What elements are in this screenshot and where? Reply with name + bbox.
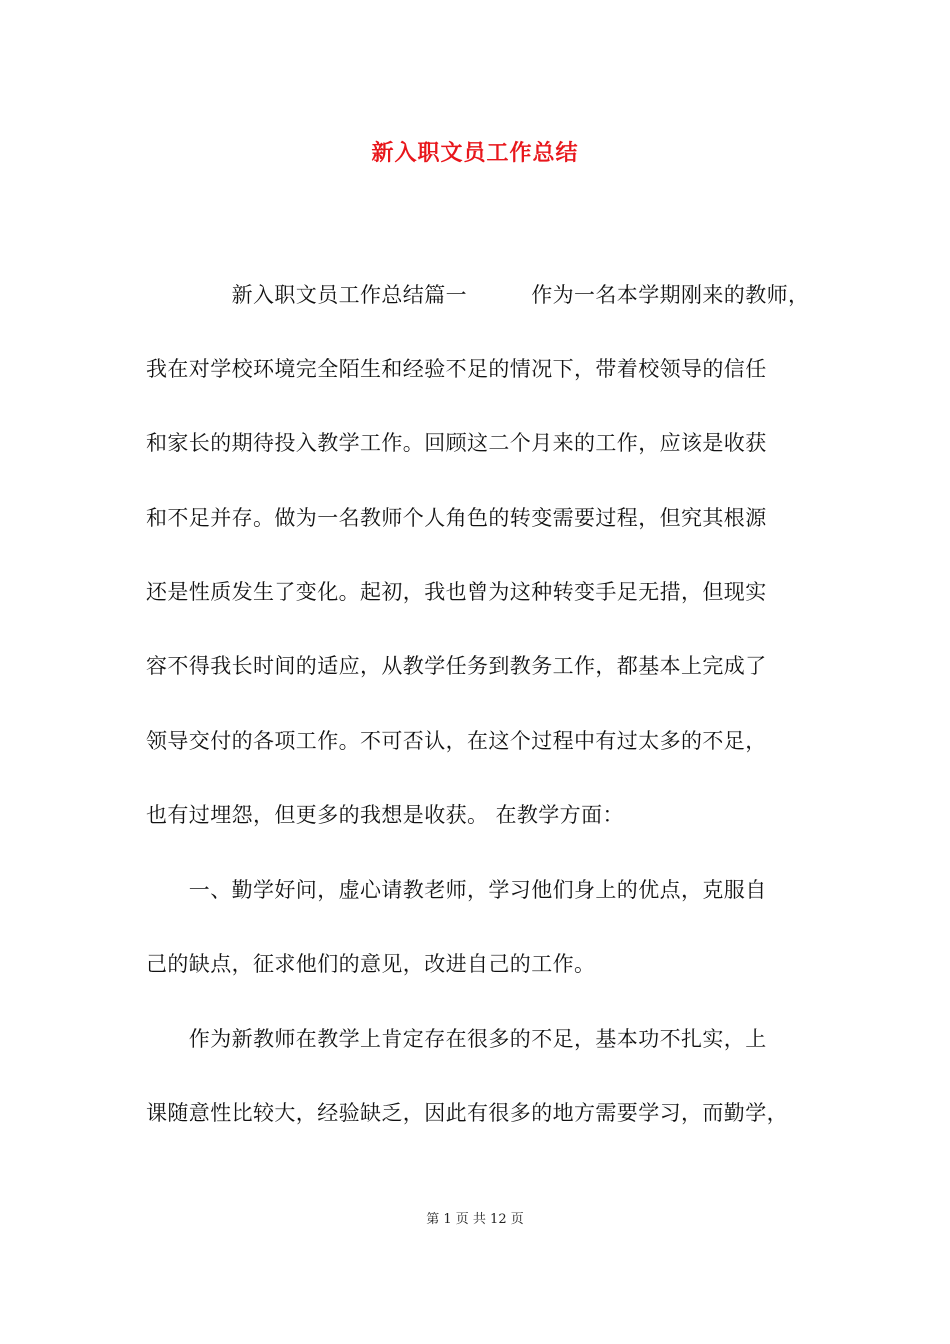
document-title: 新入职文员工作总结: [371, 140, 579, 166]
body-line-1: 新入职文员工作总结篇一 作为一名本学期刚来的教师，: [146, 283, 810, 307]
body-line-5: 还是性质发生了变化。起初，我也曾为这种转变手足无措，但现实: [146, 580, 767, 604]
body-line-10: 己的缺点，征求他们的意见，改进自己的工作。: [146, 952, 596, 976]
body-line-9: 一、勤学好问，虚心请教老师，学习他们身上的优点，克服自: [146, 878, 767, 902]
body-line-3: 和家长的期待投入教学工作。回顾这二个月来的工作，应该是收获: [146, 431, 767, 455]
body-line-11: 作为新教师在教学上肯定存在很多的不足，基本功不扎实，上: [146, 1027, 767, 1051]
page-number-footer: 第 1 页 共 12 页: [426, 1212, 524, 1227]
body-line-6: 容不得我长时间的适应，从教学任务到教务工作，都基本上完成了: [146, 654, 767, 678]
body-line-12: 课随意性比较大，经验缺乏，因此有很多的地方需要学习，而勤学，: [146, 1101, 788, 1125]
body-line-8: 也有过埋怨，但更多的我想是收获。 在教学方面：: [146, 803, 624, 827]
body-line-4: 和不足并存。做为一名教师个人角色的转变需要过程，但究其根源: [146, 506, 767, 530]
body-line-7: 领导交付的各项工作。不可否认，在这个过程中有过太多的不足，: [146, 729, 767, 753]
body-line-2: 我在对学校环境完全陌生和经验不足的情况下，带着校领导的信任: [146, 357, 767, 381]
